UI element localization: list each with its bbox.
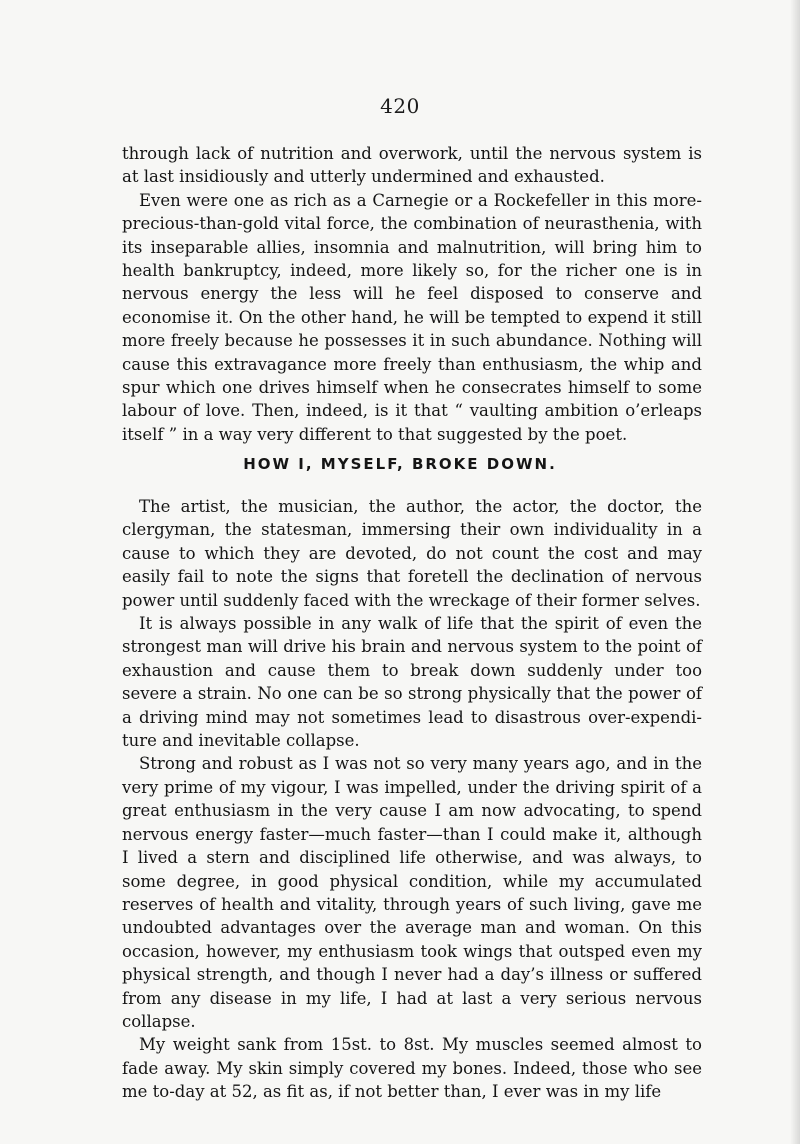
- text-section-upper: [122, 142, 702, 446]
- paragraph: My weight sank from 15st. to 8st. My muscles seemed almost to fade away. My skin simply covered my bones. Indeed, those who see me to-day at 52, as fit as, if not better than, I ever was in my life: [122, 1035, 702, 1102]
- text-section-lower: [122, 495, 702, 1104]
- page-edge-shadow: [790, 0, 800, 1144]
- paragraph: Strong and robust as I was not so very many years ago, and in the very prime of my vigour, I was impelled, under the driving spirit of a great enthusiasm in the very cause I am now advocating, to spend nervous energy faster—much faster—than I could make it, although I lived a stern and disciplined life otherwise, and was always, to some degree, in good physical condition, while my accumulated reserves of health and vitality, through years of such living, gave me undoubted advantages over the average man and woman. On this occasion, however, my enthusiasm took wings that outsped even my physical strength, and though I never had a day’s illness or suffered from any disease in my life, I had at last a very serious nervous collapse.: [122, 754, 702, 1031]
- paragraph: through lack of nutrition and overwork, until the nervous system is at last insidiously and utterly undermined and exhausted.: [122, 144, 702, 187]
- page-number: 420: [380, 94, 420, 118]
- paragraph: It is always possible in any walk of life that the spirit of even the strongest man will drive his brain and nervous system to the point of exhaustion and cause them to break down suddenly under too severe a strain. No one can be so strong physically that the power of a driving mind may not sometimes lead to disastrous over-expendi- ture and inevitable collapse.: [122, 614, 702, 751]
- section-heading: HOW I, MYSELF, BROKE DOWN.: [243, 455, 557, 473]
- paragraph: Even were one as rich as a Carnegie or a Rockefeller in this more-precious-than-gold vital force, the combination of neurasthenia, with its inseparable allies, insomnia and malnutrition, will bring him to health bankruptcy, indeed, more likely so, for the richer one is in nervous energy the less will he feel disposed to conserve and economise it. On the other hand, he will be tempted to expend it still more freely because he possesses it in such abundance. Nothing will cause this extravagance more freely than enthusiasm, the whip and spur which one drives himself when he consecrates himself to some labour of love. Then, indeed, is it that “ vaulting ambition o’erleaps itself ” in a way very different to that suggested by the poet.: [122, 190, 702, 444]
- paragraph: The artist, the musician, the author, the actor, the doctor, the clergyman, the statesman, immersing their own individuality in a cause to which they are devoted, do not count the cost and may easily fail to note the signs that foretell the declination of nervous power until suddenly faced with the wreckage of their former selves.: [122, 497, 702, 610]
